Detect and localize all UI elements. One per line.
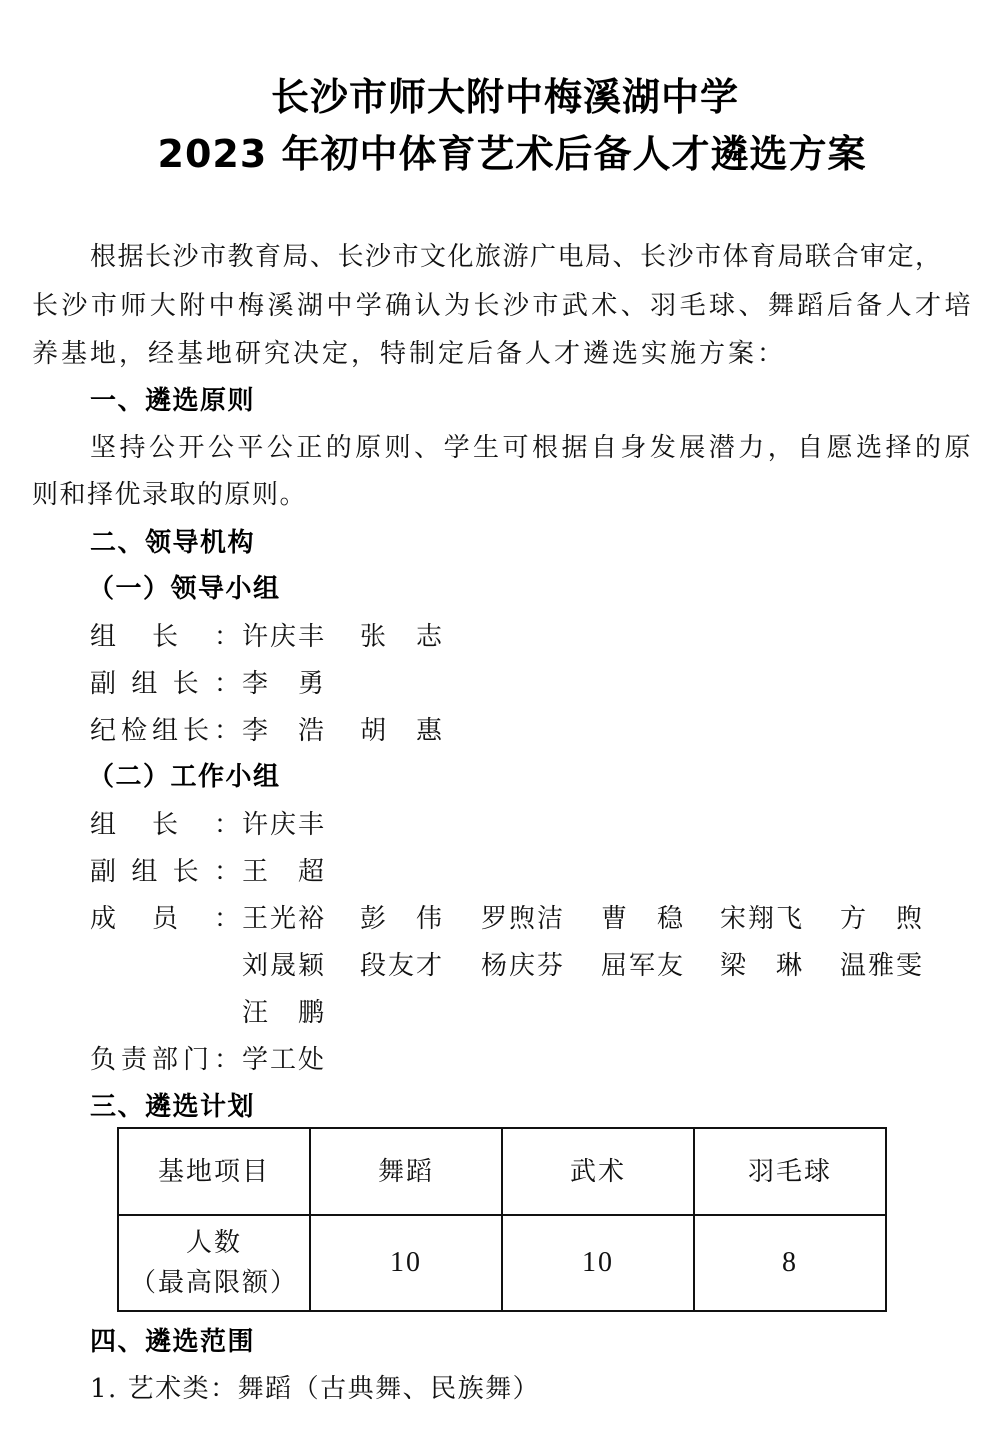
member-name: 罗煦洁 [481,904,566,934]
member-name: 杨庆芬 [481,951,566,981]
member-name: 梁 琳 [720,951,805,981]
member-name: 汪 鹏 [242,998,327,1028]
leadership-group-heading: （一）领导小组 [88,574,281,604]
member-name: 彭 伟 [360,904,445,934]
member-name: 曹 稳 [601,904,686,934]
table-header-cell: 基地项目 [118,1128,310,1215]
document-title-line1: 长沙市师大附中梅溪湖中学 [270,75,739,119]
section1-line-2: 则和择优录取的原则。 [32,480,308,510]
table-value-cell: 8 [694,1215,886,1311]
member-name: 屈军友 [601,951,686,981]
member-name: 刘晟颖 [242,951,327,981]
table-row [118,1215,886,1311]
leader-name-1: 许庆丰 [242,622,327,652]
wg-members-label: 成员： [90,904,240,934]
discipline-leader-label: 纪检组长： [90,716,240,746]
document-title-line2: 2023 年初中体育艺术后备人才遴选方案 [157,132,867,176]
department-name: 学工处 [242,1045,327,1075]
table-header-cell: 羽毛球 [694,1128,886,1215]
leader-label: 组长： [90,622,240,652]
section2-heading: 二、领导机构 [90,528,256,558]
deputy-leader-label: 副组长： [90,669,240,699]
section4-heading: 四、遴选范围 [90,1327,256,1357]
member-name: 王光裕 [242,904,327,934]
department-label: 负责部门： [90,1045,240,1075]
row-label-line1: 人数 [185,1228,242,1258]
table-header-cell: 武术 [502,1128,694,1215]
section4-item-1: 1. 艺术类：舞蹈（古典舞、民族舞） [90,1374,541,1404]
deputy-leader-name-1: 李 勇 [242,669,327,699]
section3-heading: 三、遴选计划 [90,1092,256,1122]
wg-deputy-label: 副组长： [90,857,240,887]
table-value-cell: 10 [502,1215,694,1311]
wg-leader-name: 许庆丰 [242,810,327,840]
member-name: 宋翔飞 [720,904,805,934]
member-name: 温雅雯 [840,951,925,981]
wg-deputy-name: 王 超 [242,857,327,887]
table-header-cell: 舞蹈 [310,1128,502,1215]
member-name: 段友才 [360,951,445,981]
member-name: 方 煦 [840,904,925,934]
section1-heading: 一、遴选原则 [90,386,256,416]
intro-line-2: 长沙市师大附中梅溪湖中学确认为长沙市武术、羽毛球、舞蹈后备人才培 [32,291,972,321]
discipline-leader-name-1: 李 浩 [242,716,327,746]
table-value-cell: 10 [310,1215,502,1311]
working-group-heading: （二）工作小组 [88,762,281,792]
row-label-line2: （最高限额） [129,1268,298,1298]
leader-name-2: 张 志 [360,622,445,652]
table-header-row [118,1128,886,1215]
wg-leader-label: 组长： [90,810,240,840]
row-label-cell [118,1215,310,1311]
discipline-leader-name-2: 胡 惠 [360,716,445,746]
selection-plan-table [117,1127,887,1312]
section1-line-1: 坚持公开公平公正的原则、学生可根据自身发展潜力，自愿选择的原 [90,433,972,463]
intro-line-1: 根据长沙市教育局、长沙市文化旅游广电局、长沙市体育局联合审定， [90,242,943,272]
intro-line-3: 养基地，经基地研究决定，特制定后备人才遴选实施方案： [32,339,787,369]
